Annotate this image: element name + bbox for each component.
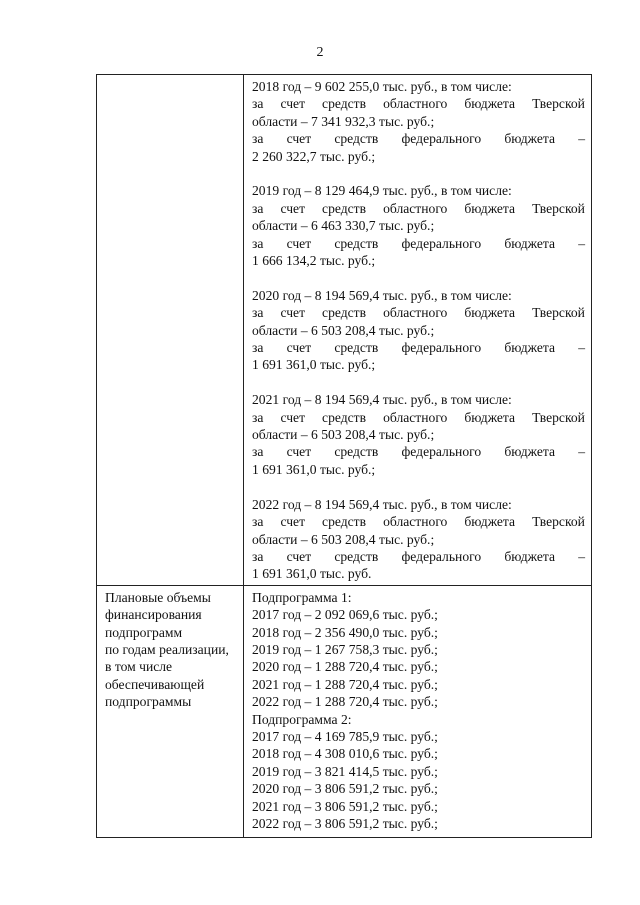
subprogram-funding-cell — [244, 585, 592, 837]
federal-budget-line — [252, 130, 585, 147]
subprogram-funding-line: 2019 год – 3 821 414,5 тыс. руб.; — [252, 763, 438, 779]
year-total: 2020 год – 8 194 569,4 тыс. руб., в том числе: — [252, 287, 512, 303]
word: бюджета — [464, 514, 516, 530]
word: средств — [334, 235, 379, 251]
subprogram-funding-line: 2020 год – 1 288 720,4 тыс. руб.; — [252, 659, 438, 675]
word: средств — [334, 340, 379, 356]
spacer — [252, 165, 585, 182]
federal-budget-line — [252, 548, 585, 565]
word: за — [252, 409, 264, 425]
subprogram-funding-line: 2017 год – 2 092 069,6 тыс. руб.; — [252, 607, 438, 623]
federal-budget-amount: 1 691 361,0 тыс. руб.; — [252, 461, 376, 477]
word: счет — [286, 340, 312, 356]
word: областного — [383, 409, 448, 425]
year-funding-block — [252, 391, 585, 478]
label-line: в том числе — [105, 659, 173, 675]
regional-budget-line — [252, 513, 585, 530]
word: областного — [383, 96, 448, 112]
subprogram-funding-line: 2020 год – 3 806 591,2 тыс. руб.; — [252, 781, 438, 797]
word: Тверской — [532, 514, 585, 530]
subprogram-funding-line: 2018 год – 4 308 010,6 тыс. руб.; — [252, 746, 438, 762]
subprogram-funding-line: 2022 год – 3 806 591,2 тыс. руб.; — [252, 816, 438, 831]
word: федерального — [401, 340, 482, 356]
word: бюджета — [464, 96, 516, 112]
subprogram-funding-line: 2017 год – 4 169 785,9 тыс. руб.; — [252, 728, 438, 744]
empty-label-cell — [97, 75, 244, 586]
word: за — [252, 305, 264, 321]
word: бюджета — [464, 305, 516, 321]
regional-budget-amount: области – 6 463 330,7 тыс. руб.; — [252, 218, 435, 234]
year-total: 2022 год – 8 194 569,4 тыс. руб., в том числе: — [252, 496, 512, 512]
spacer — [252, 269, 585, 286]
word: средств — [322, 514, 367, 530]
year-funding-block — [252, 496, 585, 583]
word: федерального — [401, 444, 482, 460]
word: за — [252, 548, 264, 564]
funding-by-year-cell — [244, 75, 592, 586]
word: бюджета — [504, 131, 556, 147]
spacer — [252, 478, 585, 495]
word: счет — [280, 409, 306, 425]
subprogram-label — [105, 589, 237, 711]
label-line: подпрограмм — [105, 624, 183, 640]
federal-budget-line — [252, 443, 585, 460]
word: средств — [334, 444, 379, 460]
label-line: по годам реализации, — [105, 641, 229, 657]
word: – — [578, 235, 585, 251]
page-number: 2 — [316, 45, 324, 60]
federal-budget-amount: 1 666 134,2 тыс. руб.; — [252, 253, 376, 269]
word: бюджета — [504, 235, 556, 251]
regional-budget-line — [252, 200, 585, 217]
label-line: обеспечивающей — [105, 676, 205, 692]
spacer — [252, 374, 585, 391]
word: за — [252, 444, 264, 460]
word: областного — [383, 305, 448, 321]
regional-budget-amount: области – 6 503 208,4 тыс. руб.; — [252, 531, 435, 547]
word: Тверской — [532, 305, 585, 321]
table-row — [97, 75, 592, 586]
word: Тверской — [532, 96, 585, 112]
regional-budget-amount: области – 6 503 208,4 тыс. руб.; — [252, 322, 435, 338]
year-total: 2019 год – 8 129 464,9 тыс. руб., в том числе: — [252, 183, 512, 199]
word: федерального — [401, 131, 482, 147]
federal-budget-line — [252, 235, 585, 252]
word: средств — [322, 200, 367, 216]
year-funding-block — [252, 78, 585, 165]
label-line: Плановые объемы — [105, 589, 211, 605]
federal-budget-amount: 1 691 361,0 тыс. руб. — [252, 566, 372, 582]
word: за — [252, 235, 264, 251]
word: за — [252, 514, 264, 530]
word: счет — [280, 514, 306, 530]
subprogram-label-cell — [97, 585, 244, 837]
year-total: 2021 год – 8 194 569,4 тыс. руб., в том числе: — [252, 392, 512, 408]
subprogram-funding-line: Подпрограмма 2: — [252, 711, 352, 727]
label-line: финансирования — [105, 607, 202, 623]
regional-budget-line — [252, 95, 585, 112]
word: счет — [286, 235, 312, 251]
subprogram-funding-line: 2021 год – 3 806 591,2 тыс. руб.; — [252, 798, 438, 814]
word: за — [252, 200, 264, 216]
regional-budget-line — [252, 304, 585, 321]
label-line: подпрограммы — [105, 694, 192, 710]
year-funding-block — [252, 182, 585, 269]
year-funding-block — [252, 287, 585, 374]
federal-budget-line — [252, 339, 585, 356]
regional-budget-amount: области – 7 341 932,3 тыс. руб.; — [252, 113, 435, 129]
word: счет — [280, 96, 306, 112]
subprogram-funding-list — [252, 589, 585, 833]
federal-budget-amount: 2 260 322,7 тыс. руб.; — [252, 148, 376, 164]
word: счет — [286, 548, 312, 564]
word: счет — [286, 444, 312, 460]
word: бюджета — [504, 548, 556, 564]
word: бюджета — [464, 409, 516, 425]
federal-budget-amount: 1 691 361,0 тыс. руб.; — [252, 357, 376, 373]
word: за — [252, 340, 264, 356]
table-row — [97, 585, 592, 837]
funding-blocks — [252, 78, 585, 583]
passport-table — [96, 74, 592, 838]
word: федерального — [401, 548, 482, 564]
subprogram-funding-line: Подпрограмма 1: — [252, 589, 352, 605]
word: бюджета — [504, 340, 556, 356]
word: – — [578, 340, 585, 356]
word: – — [578, 548, 585, 564]
word: за — [252, 96, 264, 112]
word: бюджета — [504, 444, 556, 460]
regional-budget-amount: области – 6 503 208,4 тыс. руб.; — [252, 427, 435, 443]
year-total: 2018 год – 9 602 255,0 тыс. руб., в том числе: — [252, 79, 512, 94]
subprogram-funding-line: 2018 год – 2 356 490,0 тыс. руб.; — [252, 624, 438, 640]
word: Тверской — [532, 409, 585, 425]
word: счет — [280, 200, 306, 216]
word: средств — [334, 131, 379, 147]
word: – — [578, 444, 585, 460]
subprogram-funding-line: 2022 год – 1 288 720,4 тыс. руб.; — [252, 694, 438, 710]
word: средств — [322, 409, 367, 425]
subprogram-funding-line: 2021 год – 1 288 720,4 тыс. руб.; — [252, 676, 438, 692]
word: бюджета — [464, 200, 516, 216]
word: – — [578, 131, 585, 147]
word: средств — [334, 548, 379, 564]
word: Тверской — [532, 200, 585, 216]
word: федерального — [401, 235, 482, 251]
word: счет — [280, 305, 306, 321]
word: за — [252, 131, 264, 147]
word: средств — [322, 96, 367, 112]
word: областного — [383, 514, 448, 530]
regional-budget-line — [252, 409, 585, 426]
word: областного — [383, 200, 448, 216]
word: счет — [286, 131, 312, 147]
subprogram-funding-line: 2019 год – 1 267 758,3 тыс. руб.; — [252, 641, 438, 657]
word: средств — [322, 305, 367, 321]
